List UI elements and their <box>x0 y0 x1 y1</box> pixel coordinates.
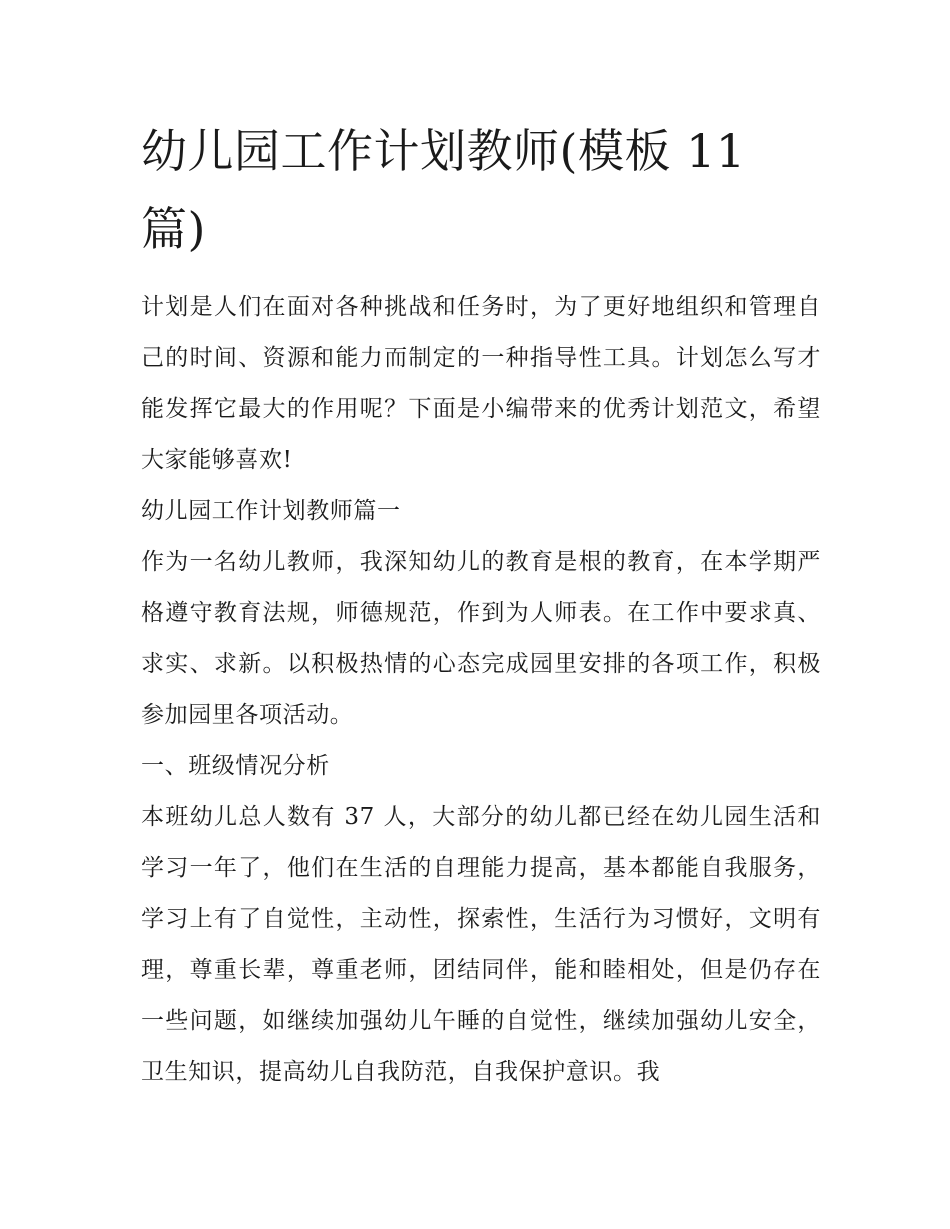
body-paragraph: 作为一名幼儿教师，我深知幼儿的教育是根的教育，在本学期严格遵守教育法规，师德规范，作到为人师表。在工作中要求真、求实、求新。以积极热情的心态完成园里安排的各项工作，积极参加园里各项活动。 <box>141 549 821 728</box>
body-paragraph: 本班幼儿总人数有 37 人，大部分的幼儿都已经在幼儿园生活和学习一年了，他们在生活的自理能力提高，基本都能自我服务，学习上有了自觉性，主动性，探索性，生活行为习惯好，文明有理，尊重长辈，尊重老师，团结同伴，能和睦相处，但是仍存在一些问题，如继续加强幼儿午睡的自觉性，继续加强幼儿安全，卫生知识，提高幼儿自我防范，自我保护意识。我 <box>141 804 821 1085</box>
document-title: 幼儿园工作计划教师(模板 11 篇) <box>141 124 746 256</box>
document-body <box>141 112 821 1098</box>
section-heading-part-one: 幼儿园工作计划教师篇一 <box>141 498 401 524</box>
section-heading-class-analysis: 一、班级情况分析 <box>141 753 330 779</box>
intro-paragraph: 计划是人们在面对各种挑战和任务时，为了更好地组织和管理自己的时间、资源和能力而制定的一种指导性工具。计划怎么写才能发挥它最大的作用呢？下面是小编带来的优秀计划范文，希望大家能够喜欢! <box>141 294 821 473</box>
